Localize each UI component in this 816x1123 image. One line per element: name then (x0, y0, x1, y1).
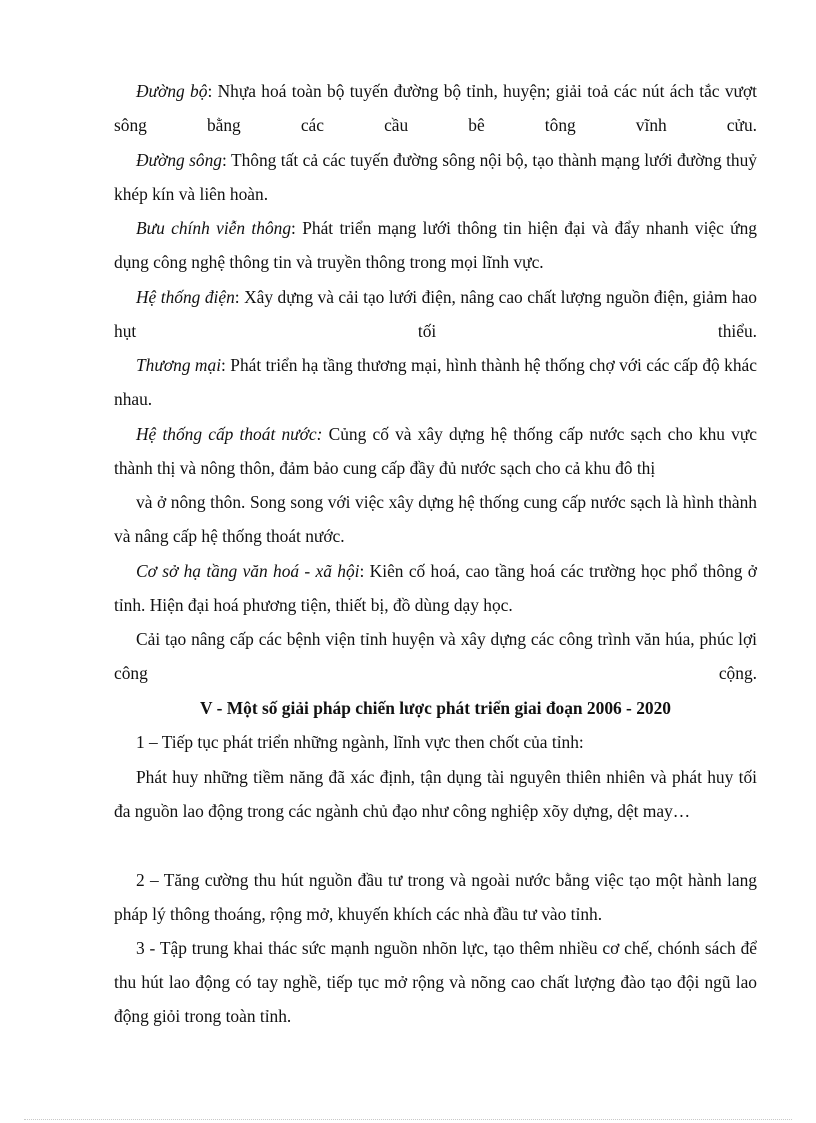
page-bottom-divider (24, 1119, 792, 1120)
paragraph-lead: Bưu chính viễn thông (136, 218, 292, 238)
paragraph-text: và ở nông thôn. Song song với việc xây dựng hệ thống cung cấp nước sạch là hình thành và nâng cấp hệ thống thoát nước. (114, 492, 757, 546)
solution-1-body (114, 760, 757, 828)
paragraph-text: : Xây dựng và cải tạo lưới điện, nâng cao chất lượng nguồn điện, giảm hao hụt tối thiểu. (114, 287, 758, 341)
paragraph-text: : Kiên cố hoá, cao tầng hoá các trường học phổ thông ở tỉnh. Hiện đại hoá phương tiện, thiết bị, đồ dùng dạy học. (114, 561, 757, 615)
paragraph-lead: Hệ thống cấp thoát nước: (136, 424, 323, 444)
paragraph-lead: Đường bộ (136, 81, 208, 101)
paragraph-telecom (114, 211, 757, 279)
paragraph-text: 2 – Tăng cường thu hút nguồn đầu tư trong và ngoài nước bằng việc tạo một hành lang pháp lý thông thoáng, rộng mở, khuyến khích các nhà đầu tư vào tỉnh. (114, 870, 757, 924)
paragraph-lead: Hệ thống điện (136, 287, 235, 307)
paragraph-text: : Phát triển mạng lưới thông tin hiện đại và đẩy nhanh việc ứng dụng công nghệ thông tin và truyền thông trong mọi lĩnh vực. (114, 218, 757, 272)
solution-1-title (114, 725, 757, 759)
paragraph-water-continued (114, 485, 757, 553)
paragraph-commerce (114, 348, 757, 416)
paragraph-river (114, 143, 757, 211)
paragraph-text: Cải tạo nâng cấp các bệnh viện tỉnh huyện và xây dựng các công trình văn húa, phúc lợi công cộng. (114, 629, 757, 683)
paragraph-text: Củng cố và xây dựng hệ thống cấp nước sạch cho khu vực thành thị và nông thôn, đảm bảo cung cấp đầy đủ nước sạch cho cả khu đô thị (114, 424, 757, 478)
paragraph-text: : Thông tất cả các tuyến đường sông nội bộ, tạo thành mạng lưới đường thuỷ khép kín và liên hoàn. (114, 150, 758, 204)
paragraph-lead: Thương mại (136, 355, 222, 375)
paragraph-hospitals (114, 622, 757, 690)
paragraph-lead: Cơ sở hạ tầng văn hoá - xã hội (136, 561, 360, 581)
paragraph-text: : Phát triển hạ tầng thương mại, hình thành hệ thống chợ với các cấp độ khác nhau. (114, 355, 757, 409)
paragraph-power (114, 280, 757, 348)
paragraph-text: Phát huy những tiềm năng đã xác định, tận dụng tài nguyên thiên nhiên và phát huy tối đa nguồn lao động trong các ngành chủ đạo như công nghiệp xõy dựng, dệt may… (114, 767, 757, 821)
paragraph-text: 3 - Tập trung khai thác sức mạnh nguồn nhõn lực, tạo thêm nhiều cơ chế, chónh sách để thu hút lao động có tay nghề, tiếp tục mở rộng và nõng cao chất lượng đào tạo đội ngũ lao động giỏi trong toàn tỉnh. (114, 938, 757, 1026)
solution-3 (114, 931, 757, 1033)
paragraph-culture (114, 554, 757, 622)
paragraph-water (114, 417, 757, 485)
paragraph-lead: Đường sông (136, 150, 223, 170)
section-heading: V - Một số giải pháp chiến lược phát triển giai đoạn 2006 - 2020 (200, 698, 671, 718)
paragraph-road (114, 74, 757, 142)
solution-2 (114, 863, 757, 931)
paragraph-text: 1 – Tiếp tục phát triển những ngành, lĩnh vực then chốt của tỉnh: (136, 732, 584, 752)
paragraph-text: : Nhựa hoá toàn bộ tuyến đường bộ tỉnh, huyện; giải toả các nút ách tắc vượt sông bằng các cầu bê tông vĩnh cửu. (114, 81, 757, 135)
